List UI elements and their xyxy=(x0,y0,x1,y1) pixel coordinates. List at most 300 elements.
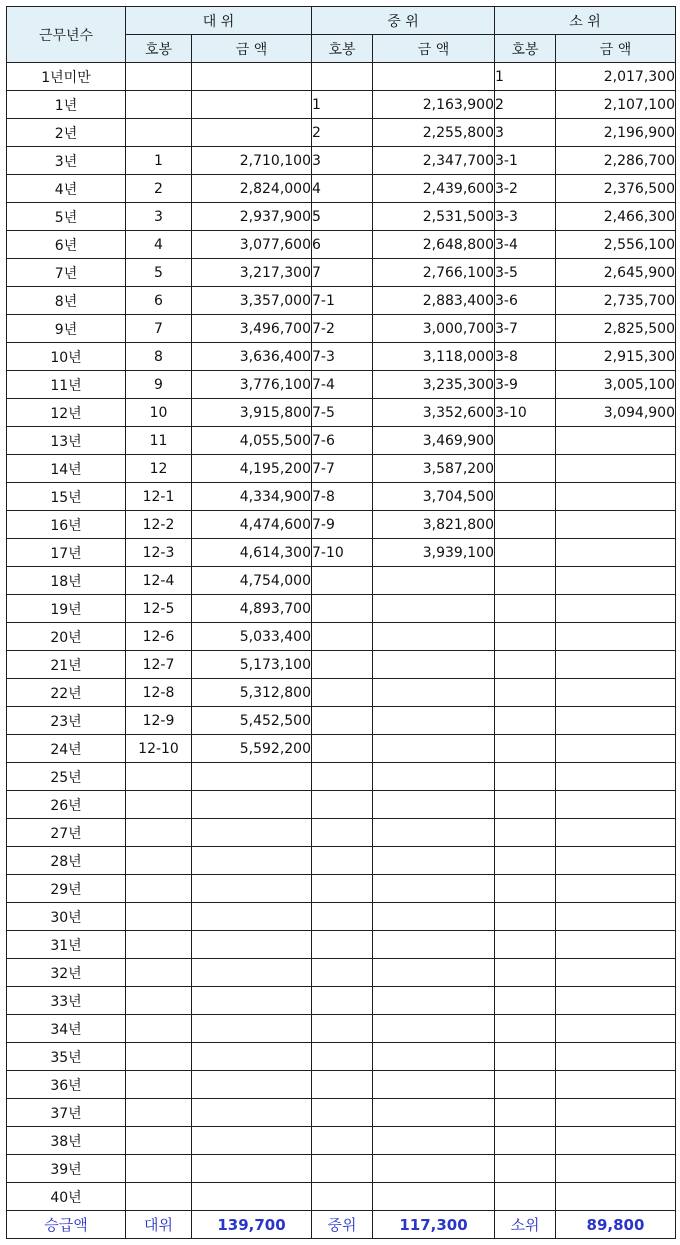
major-step-cell xyxy=(126,1071,192,1099)
major-step-cell xyxy=(126,959,192,987)
years-cell: 12년 xyxy=(7,399,126,427)
minor-step-cell: 3-6 xyxy=(495,287,556,315)
major-step-cell: 12-5 xyxy=(126,595,192,623)
table-row xyxy=(7,231,676,259)
minor-amount-cell: 3,005,100 xyxy=(556,371,676,399)
minor-amount-cell xyxy=(556,1155,676,1183)
minor-amount-header: 금 액 xyxy=(556,35,676,63)
years-cell: 24년 xyxy=(7,735,126,763)
minor-step-cell xyxy=(495,931,556,959)
major-amount-cell xyxy=(192,903,312,931)
middle-step-cell xyxy=(312,1015,373,1043)
major-step-cell xyxy=(126,903,192,931)
middle-amount-cell xyxy=(373,1071,495,1099)
years-cell: 5년 xyxy=(7,203,126,231)
middle-step-cell xyxy=(312,1071,373,1099)
table-row xyxy=(7,875,676,903)
major-amount-cell: 4,334,900 xyxy=(192,483,312,511)
years-cell: 31년 xyxy=(7,931,126,959)
middle-step-cell xyxy=(312,707,373,735)
minor-amount-cell: 2,196,900 xyxy=(556,119,676,147)
minor-amount-cell xyxy=(556,539,676,567)
years-cell: 22년 xyxy=(7,679,126,707)
years-header: 근무년수 xyxy=(7,7,126,63)
middle-amount-cell: 3,469,900 xyxy=(373,427,495,455)
middle-amount-cell: 3,118,000 xyxy=(373,343,495,371)
years-cell: 28년 xyxy=(7,847,126,875)
table-row xyxy=(7,539,676,567)
table-row xyxy=(7,1183,676,1211)
minor-amount-cell xyxy=(556,763,676,791)
minor-amount-cell: 2,376,500 xyxy=(556,175,676,203)
major-promotion-amount: 139,700 xyxy=(192,1211,312,1239)
minor-amount-cell xyxy=(556,707,676,735)
major-step-cell: 3 xyxy=(126,203,192,231)
major-step-cell xyxy=(126,91,192,119)
middle-step-cell xyxy=(312,651,373,679)
major-step-cell xyxy=(126,1127,192,1155)
major-step-cell xyxy=(126,119,192,147)
table-row xyxy=(7,679,676,707)
middle-step-cell xyxy=(312,1155,373,1183)
table-row xyxy=(7,651,676,679)
minor-step-cell: 3-5 xyxy=(495,259,556,287)
years-cell: 19년 xyxy=(7,595,126,623)
promotion-label: 승급액 xyxy=(7,1211,126,1239)
minor-step-cell: 3-10 xyxy=(495,399,556,427)
minor-step-cell xyxy=(495,1127,556,1155)
minor-amount-cell xyxy=(556,1071,676,1099)
major-step-cell: 5 xyxy=(126,259,192,287)
major-step-cell xyxy=(126,63,192,91)
years-cell: 35년 xyxy=(7,1043,126,1071)
minor-step-cell xyxy=(495,679,556,707)
major-step-cell: 6 xyxy=(126,287,192,315)
minor-step-cell xyxy=(495,959,556,987)
middle-amount-cell xyxy=(373,1015,495,1043)
major-step-cell: 2 xyxy=(126,175,192,203)
middle-amount-cell xyxy=(373,1043,495,1071)
minor-step-cell xyxy=(495,1155,556,1183)
major-amount-cell: 2,824,000 xyxy=(192,175,312,203)
minor-step-cell: 2 xyxy=(495,91,556,119)
minor-step-cell xyxy=(495,763,556,791)
years-cell: 39년 xyxy=(7,1155,126,1183)
major-amount-cell xyxy=(192,1155,312,1183)
minor-amount-cell xyxy=(556,1099,676,1127)
major-amount-header: 금 액 xyxy=(192,35,312,63)
middle-step-cell: 7-5 xyxy=(312,399,373,427)
major-step-cell xyxy=(126,1183,192,1211)
rank-minor-header: 소 위 xyxy=(495,7,676,35)
middle-step-cell xyxy=(312,875,373,903)
major-step-cell xyxy=(126,1155,192,1183)
years-cell: 20년 xyxy=(7,623,126,651)
middle-amount-cell: 3,235,300 xyxy=(373,371,495,399)
minor-step-cell xyxy=(495,1043,556,1071)
middle-step-cell: 7-2 xyxy=(312,315,373,343)
minor-step-cell: 3-4 xyxy=(495,231,556,259)
minor-step-cell xyxy=(495,735,556,763)
middle-amount-cell xyxy=(373,987,495,1015)
years-cell: 37년 xyxy=(7,1099,126,1127)
table-row xyxy=(7,959,676,987)
years-cell: 1년미만 xyxy=(7,63,126,91)
years-cell: 27년 xyxy=(7,819,126,847)
middle-step-cell xyxy=(312,931,373,959)
minor-step-cell xyxy=(495,875,556,903)
middle-amount-cell: 3,704,500 xyxy=(373,483,495,511)
middle-step-cell: 7-7 xyxy=(312,455,373,483)
middle-amount-cell: 2,648,800 xyxy=(373,231,495,259)
major-step-cell: 1 xyxy=(126,147,192,175)
major-promotion-label: 대위 xyxy=(126,1211,192,1239)
major-step-cell xyxy=(126,791,192,819)
years-cell: 3년 xyxy=(7,147,126,175)
middle-amount-cell xyxy=(373,595,495,623)
minor-amount-cell: 2,466,300 xyxy=(556,203,676,231)
middle-amount-cell xyxy=(373,763,495,791)
promotion-amount-row xyxy=(7,1211,676,1239)
minor-step-cell: 3-2 xyxy=(495,175,556,203)
major-amount-cell: 3,077,600 xyxy=(192,231,312,259)
minor-promotion-amount: 89,800 xyxy=(556,1211,676,1239)
major-amount-cell xyxy=(192,791,312,819)
table-row xyxy=(7,791,676,819)
table-row xyxy=(7,595,676,623)
years-cell: 30년 xyxy=(7,903,126,931)
table-row xyxy=(7,343,676,371)
minor-step-cell: 3-8 xyxy=(495,343,556,371)
middle-step-cell xyxy=(312,959,373,987)
middle-step-cell xyxy=(312,623,373,651)
major-step-cell xyxy=(126,1099,192,1127)
middle-step-cell xyxy=(312,63,373,91)
years-cell: 1년 xyxy=(7,91,126,119)
middle-step-cell: 3 xyxy=(312,147,373,175)
minor-amount-cell xyxy=(556,959,676,987)
major-amount-cell: 3,636,400 xyxy=(192,343,312,371)
major-step-cell xyxy=(126,1043,192,1071)
minor-amount-cell xyxy=(556,931,676,959)
minor-step-cell: 3-9 xyxy=(495,371,556,399)
years-cell: 23년 xyxy=(7,707,126,735)
major-amount-cell: 3,915,800 xyxy=(192,399,312,427)
table-row xyxy=(7,315,676,343)
years-cell: 15년 xyxy=(7,483,126,511)
minor-step-cell: 3-3 xyxy=(495,203,556,231)
major-amount-cell xyxy=(192,987,312,1015)
years-cell: 6년 xyxy=(7,231,126,259)
minor-step-cell xyxy=(495,455,556,483)
middle-step-cell: 1 xyxy=(312,91,373,119)
middle-amount-cell xyxy=(373,651,495,679)
major-step-cell: 11 xyxy=(126,427,192,455)
middle-amount-cell xyxy=(373,1183,495,1211)
major-amount-cell: 4,055,500 xyxy=(192,427,312,455)
middle-step-cell: 6 xyxy=(312,231,373,259)
minor-amount-cell xyxy=(556,623,676,651)
minor-step-cell: 3-7 xyxy=(495,315,556,343)
minor-step-cell xyxy=(495,1071,556,1099)
minor-step-cell: 3-1 xyxy=(495,147,556,175)
table-row xyxy=(7,287,676,315)
middle-amount-cell: 2,163,900 xyxy=(373,91,495,119)
minor-step-cell xyxy=(495,819,556,847)
major-step-header: 호봉 xyxy=(126,35,192,63)
minor-step-cell xyxy=(495,847,556,875)
years-cell: 36년 xyxy=(7,1071,126,1099)
years-cell: 4년 xyxy=(7,175,126,203)
minor-amount-cell xyxy=(556,847,676,875)
table-row xyxy=(7,1099,676,1127)
major-step-cell: 12-8 xyxy=(126,679,192,707)
major-step-cell: 12-6 xyxy=(126,623,192,651)
middle-amount-header: 금 액 xyxy=(373,35,495,63)
middle-step-cell xyxy=(312,1043,373,1071)
major-amount-cell xyxy=(192,1099,312,1127)
middle-step-cell: 7-1 xyxy=(312,287,373,315)
minor-step-cell: 3 xyxy=(495,119,556,147)
major-amount-cell xyxy=(192,1071,312,1099)
minor-amount-cell: 2,556,100 xyxy=(556,231,676,259)
table-row xyxy=(7,847,676,875)
table-row xyxy=(7,1071,676,1099)
table-row xyxy=(7,483,676,511)
middle-amount-cell: 2,883,400 xyxy=(373,287,495,315)
minor-amount-cell xyxy=(556,987,676,1015)
major-step-cell xyxy=(126,987,192,1015)
minor-step-cell: 1 xyxy=(495,63,556,91)
middle-step-cell: 4 xyxy=(312,175,373,203)
minor-step-cell xyxy=(495,651,556,679)
middle-step-cell xyxy=(312,1127,373,1155)
minor-amount-cell xyxy=(556,819,676,847)
pay-table xyxy=(6,6,676,1239)
major-amount-cell: 3,496,700 xyxy=(192,315,312,343)
minor-amount-cell xyxy=(556,735,676,763)
major-amount-cell: 4,195,200 xyxy=(192,455,312,483)
table-row xyxy=(7,623,676,651)
middle-step-cell: 7-3 xyxy=(312,343,373,371)
major-amount-cell: 5,452,500 xyxy=(192,707,312,735)
minor-step-cell xyxy=(495,427,556,455)
middle-step-cell xyxy=(312,819,373,847)
minor-amount-cell: 2,915,300 xyxy=(556,343,676,371)
major-amount-cell: 5,312,800 xyxy=(192,679,312,707)
middle-amount-cell: 2,766,100 xyxy=(373,259,495,287)
table-row xyxy=(7,63,676,91)
major-amount-cell xyxy=(192,1127,312,1155)
major-amount-cell xyxy=(192,1015,312,1043)
major-step-cell xyxy=(126,875,192,903)
major-amount-cell: 5,033,400 xyxy=(192,623,312,651)
table-row xyxy=(7,763,676,791)
minor-amount-cell xyxy=(556,1043,676,1071)
major-amount-cell xyxy=(192,63,312,91)
major-amount-cell xyxy=(192,931,312,959)
minor-amount-cell xyxy=(556,483,676,511)
middle-step-cell xyxy=(312,595,373,623)
years-cell: 17년 xyxy=(7,539,126,567)
major-step-cell: 12-10 xyxy=(126,735,192,763)
minor-amount-cell xyxy=(556,567,676,595)
minor-amount-cell xyxy=(556,455,676,483)
years-cell: 18년 xyxy=(7,567,126,595)
major-amount-cell xyxy=(192,119,312,147)
middle-amount-cell: 3,587,200 xyxy=(373,455,495,483)
middle-step-header: 호봉 xyxy=(312,35,373,63)
minor-step-header: 호봉 xyxy=(495,35,556,63)
middle-step-cell: 7-10 xyxy=(312,539,373,567)
table-row xyxy=(7,175,676,203)
minor-step-cell xyxy=(495,791,556,819)
table-row xyxy=(7,91,676,119)
middle-amount-cell: 2,255,800 xyxy=(373,119,495,147)
minor-step-cell xyxy=(495,1099,556,1127)
middle-amount-cell xyxy=(373,623,495,651)
table-row xyxy=(7,455,676,483)
rank-major-header: 대 위 xyxy=(126,7,312,35)
middle-amount-cell: 3,821,800 xyxy=(373,511,495,539)
table-row xyxy=(7,371,676,399)
table-row xyxy=(7,511,676,539)
years-cell: 40년 xyxy=(7,1183,126,1211)
major-step-cell xyxy=(126,1015,192,1043)
years-cell: 25년 xyxy=(7,763,126,791)
minor-amount-cell xyxy=(556,903,676,931)
middle-step-cell: 7-4 xyxy=(312,371,373,399)
major-amount-cell: 3,217,300 xyxy=(192,259,312,287)
minor-amount-cell xyxy=(556,651,676,679)
minor-amount-cell: 2,645,900 xyxy=(556,259,676,287)
major-amount-cell: 3,776,100 xyxy=(192,371,312,399)
minor-amount-cell xyxy=(556,595,676,623)
minor-step-cell xyxy=(495,903,556,931)
minor-amount-cell: 2,286,700 xyxy=(556,147,676,175)
middle-amount-cell xyxy=(373,1155,495,1183)
middle-step-cell: 2 xyxy=(312,119,373,147)
major-step-cell: 12-1 xyxy=(126,483,192,511)
minor-step-cell xyxy=(495,483,556,511)
table-row xyxy=(7,987,676,1015)
years-cell: 7년 xyxy=(7,259,126,287)
years-cell: 34년 xyxy=(7,1015,126,1043)
years-cell: 16년 xyxy=(7,511,126,539)
major-amount-cell xyxy=(192,847,312,875)
minor-amount-cell: 2,735,700 xyxy=(556,287,676,315)
table-row xyxy=(7,903,676,931)
minor-step-cell xyxy=(495,1183,556,1211)
years-cell: 10년 xyxy=(7,343,126,371)
minor-amount-cell: 3,094,900 xyxy=(556,399,676,427)
middle-step-cell xyxy=(312,735,373,763)
middle-amount-cell xyxy=(373,931,495,959)
minor-amount-cell xyxy=(556,875,676,903)
major-amount-cell: 5,173,100 xyxy=(192,651,312,679)
years-cell: 14년 xyxy=(7,455,126,483)
table-row xyxy=(7,567,676,595)
major-step-cell xyxy=(126,847,192,875)
table-row xyxy=(7,259,676,287)
major-amount-cell: 4,614,300 xyxy=(192,539,312,567)
major-amount-cell: 4,893,700 xyxy=(192,595,312,623)
major-step-cell: 12 xyxy=(126,455,192,483)
table-row xyxy=(7,707,676,735)
major-amount-cell: 4,474,600 xyxy=(192,511,312,539)
minor-step-cell xyxy=(495,623,556,651)
table-row xyxy=(7,1043,676,1071)
major-amount-cell xyxy=(192,1183,312,1211)
middle-amount-cell: 2,439,600 xyxy=(373,175,495,203)
middle-step-cell: 7-9 xyxy=(312,511,373,539)
middle-amount-cell xyxy=(373,847,495,875)
middle-promotion-amount: 117,300 xyxy=(373,1211,495,1239)
table-row xyxy=(7,1127,676,1155)
middle-amount-cell xyxy=(373,1099,495,1127)
major-step-cell: 8 xyxy=(126,343,192,371)
middle-amount-cell xyxy=(373,959,495,987)
major-amount-cell xyxy=(192,875,312,903)
major-amount-cell xyxy=(192,1043,312,1071)
minor-amount-cell xyxy=(556,679,676,707)
table-row xyxy=(7,427,676,455)
major-step-cell: 12-2 xyxy=(126,511,192,539)
major-step-cell: 12-7 xyxy=(126,651,192,679)
minor-step-cell xyxy=(495,595,556,623)
major-step-cell: 4 xyxy=(126,231,192,259)
table-row xyxy=(7,735,676,763)
years-cell: 26년 xyxy=(7,791,126,819)
major-step-cell: 9 xyxy=(126,371,192,399)
middle-amount-cell xyxy=(373,735,495,763)
table-row xyxy=(7,931,676,959)
minor-promotion-label: 소위 xyxy=(495,1211,556,1239)
middle-amount-cell xyxy=(373,819,495,847)
middle-step-cell xyxy=(312,903,373,931)
years-cell: 9년 xyxy=(7,315,126,343)
major-step-cell xyxy=(126,763,192,791)
minor-amount-cell xyxy=(556,791,676,819)
minor-amount-cell: 2,017,300 xyxy=(556,63,676,91)
table-row xyxy=(7,119,676,147)
major-step-cell: 12-4 xyxy=(126,567,192,595)
years-cell: 29년 xyxy=(7,875,126,903)
table-row xyxy=(7,1155,676,1183)
major-amount-cell xyxy=(192,763,312,791)
middle-amount-cell xyxy=(373,679,495,707)
minor-amount-cell xyxy=(556,1127,676,1155)
years-cell: 8년 xyxy=(7,287,126,315)
years-cell: 33년 xyxy=(7,987,126,1015)
minor-amount-cell xyxy=(556,1015,676,1043)
major-amount-cell: 5,592,200 xyxy=(192,735,312,763)
middle-amount-cell xyxy=(373,707,495,735)
major-amount-cell: 3,357,000 xyxy=(192,287,312,315)
middle-step-cell xyxy=(312,847,373,875)
middle-step-cell xyxy=(312,567,373,595)
major-amount-cell: 2,937,900 xyxy=(192,203,312,231)
middle-step-cell: 7 xyxy=(312,259,373,287)
years-cell: 32년 xyxy=(7,959,126,987)
minor-step-cell xyxy=(495,511,556,539)
major-amount-cell: 2,710,100 xyxy=(192,147,312,175)
minor-step-cell xyxy=(495,987,556,1015)
table-row xyxy=(7,1015,676,1043)
minor-amount-cell: 2,825,500 xyxy=(556,315,676,343)
rank-middle-header: 중 위 xyxy=(312,7,495,35)
major-step-cell xyxy=(126,819,192,847)
